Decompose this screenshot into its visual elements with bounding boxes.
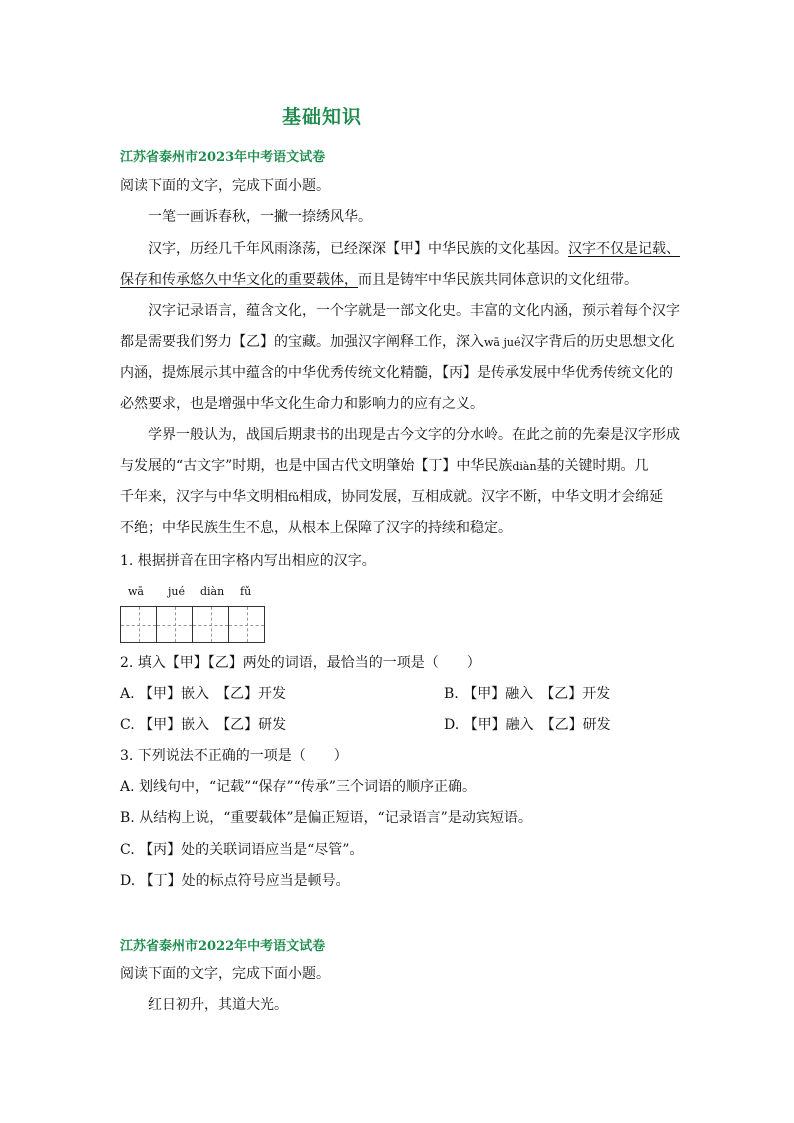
underlined-sentence: 汉字不仅是记载、 [568,241,680,257]
option-a: A. 【甲】嵌入 【乙】开发 [120,686,287,702]
instruction: 阅读下面的文字，完成下面小题。 [120,966,330,982]
pinyin-label: diàn [200,585,225,598]
pinyin-label: jué [168,585,186,598]
paragraph-line: 不绝；中华民族生生不息，从根本上保障了汉字的持续和稳定。 [120,520,512,536]
paragraph-line: 与发展的“古文字”时期，也是中国古代文明肇始【丁】中华民族diàn基的关键时期。几 [120,458,649,474]
option-d: D. 【甲】融入 【乙】研发 [444,717,611,733]
paragraph-line: 都是需要我们努力【乙】的宝藏。加强汉字阐释工作，深入wā jué汉字背后的历史思想文化 [120,334,675,350]
paragraph-line: 内涵，提炼展示其中蕴含的中华优秀传统文化精髓，【丙】是传承发展中华优秀传统文化的 [120,365,673,381]
section-heading-2023: 江苏省泰州市2023年中考语文试卷 [120,150,326,165]
option-b: B. 从结构上说，“重要载体”是偏正短语，“记录语言”是动宾短语。 [120,810,532,826]
pinyin-label: wā [128,585,144,598]
paragraph-line: 千年来，汉字与中华文明相fǔ相成，协同发展，互相成就。汉字不断，中华文明才会绵延 [120,489,664,505]
paragraph-line: 一笔一画诉春秋，一撇一捺绣风华。 [148,209,372,225]
option-c: C. 【丙】处的关联词语应当是“尽管”。 [120,842,364,858]
question-2-stem: 2. 填入【甲】【乙】两处的词语，最恰当的一项是（ ） [120,655,481,671]
underlined-sentence: 保存和传承悠久中华文化的重要载体， [120,272,358,288]
tianzige-cell[interactable] [228,606,265,643]
instruction: 阅读下面的文字，完成下面小题。 [120,178,330,194]
page-title: 基础知识 [282,106,363,128]
pinyin-inline: wā jué [484,336,521,349]
option-a: A. 划线句中，“记载”“保存”“传承”三个词语的顺序正确。 [120,779,476,795]
paragraph-line: 汉字，历经几千年风雨涤荡，已经深深【甲】中华民族的文化基因。汉字不仅是记载、 [148,241,680,257]
paragraph-line: 必然要求，也是增强中华文化生命力和影响力的应有之义。 [120,396,484,412]
question-3-stem: 3. 下列说法不正确的一项是（ ） [120,748,348,764]
paragraph-line: 保存和传承悠久中华文化的重要载体，而且是铸牢中华民族共同体意识的文化纽带。 [120,272,638,288]
paragraph-line: 汉字记录语言，蕴含文化，一个字就是一部文化史。丰富的文化内涵，预示着每个汉字 [148,303,680,319]
pinyin-inline: diàn [512,460,537,473]
pinyin-inline: fǔ [288,491,300,504]
option-d: D. 【丁】处的标点符号应当是顿号。 [120,873,350,889]
pinyin-label: fǔ [240,585,252,598]
tianzige-cell[interactable] [156,606,193,643]
tianzige-cell[interactable] [120,606,157,643]
section-heading-2022: 江苏省泰州市2022年中考语文试卷 [120,939,326,954]
paragraph-line: 红日初升，其道大光。 [148,997,288,1013]
option-c: C. 【甲】嵌入 【乙】研发 [120,717,287,733]
paragraph-line: 学界一般认为，战国后期隶书的出现是古今文字的分水岭。在此之前的先秦是汉字形成 [148,427,680,443]
option-b: B. 【甲】融入 【乙】开发 [444,686,611,702]
tianzige-grid [120,606,264,643]
pinyin-row [120,585,280,601]
question-1-stem: 1. 根据拼音在田字格内写出相应的汉字。 [120,553,376,569]
tianzige-cell[interactable] [192,606,229,643]
